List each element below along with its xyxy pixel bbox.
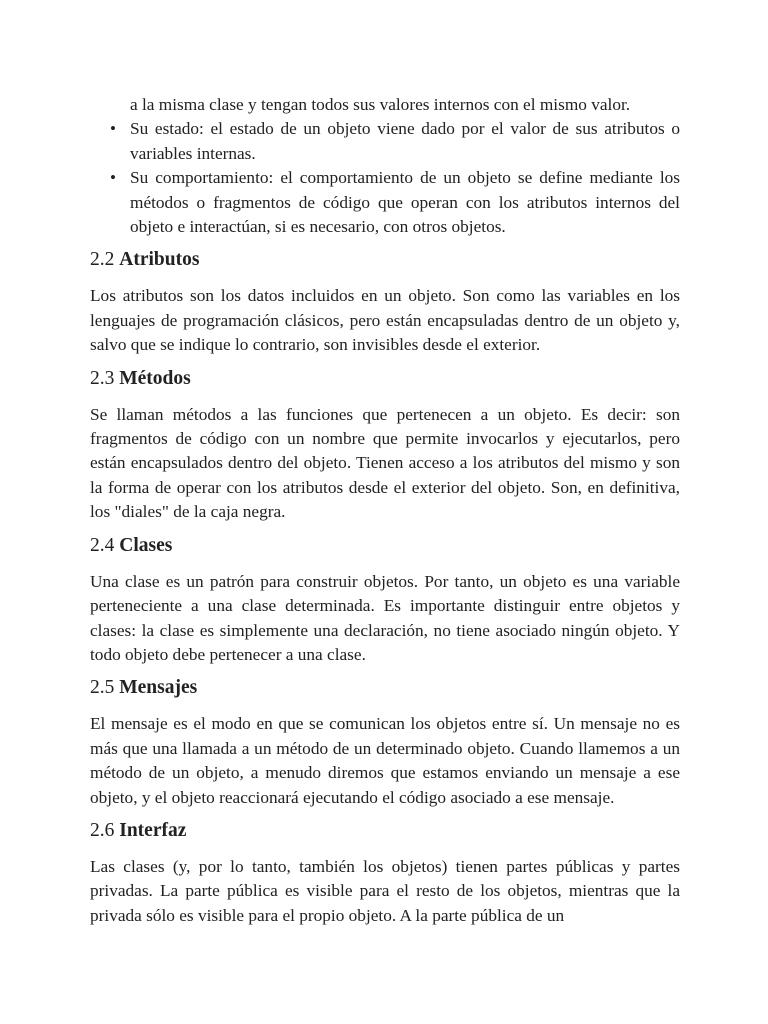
list-item (90, 166, 680, 239)
section-number: 2.2 (90, 249, 115, 271)
section-body: Las clases (y, por lo tanto, también los objetos) tienen partes públicas y partes privadas. La parte pública es visible para el resto de los objetos, mientras que la privada sólo es visible para el propio objeto. A la parte pública de un (90, 856, 680, 925)
section-heading (90, 534, 680, 558)
section-body: Una clase es un patrón para construir objetos. Por tanto, un objeto es una variable perteneciente a una clase determinada. Es importante distinguir entre objetos y clases: la clase es simplemente una declaración, no tiene asociado ningún objeto. Y todo objeto debe pertenecer a una clase. (90, 571, 680, 664)
section-body: El mensaje es el modo en que se comunican los objetos entre sí. Un mensaje no es más que una llamada a un método de un determinado objeto. Cuando llamemos a un método de un objeto, a menudo diremos que estamos enviando un mensaje a ese objeto, y el objeto reaccionará ejecutando el código asociado a ese mensaje. (90, 714, 680, 807)
bullet-icon: • (110, 119, 116, 139)
list-item-text: Su comportamiento: el comportamiento de un objeto se define mediante los métodos o fragmentos de código que operan con los atributos internos del objeto e interactúan, si es necesario, con otros objetos. (130, 168, 680, 237)
section-number: 2.3 (90, 367, 115, 389)
section-title: Mensajes (119, 677, 198, 699)
section-number: 2.5 (90, 677, 115, 699)
section-number: 2.4 (90, 534, 115, 556)
section-heading (90, 367, 680, 391)
section-clases (90, 534, 680, 668)
list-item-text: Su estado: el estado de un objeto viene dado por el valor de sus atributos o variables internas. (130, 119, 680, 163)
section-heading (90, 248, 680, 272)
section-number: 2.6 (90, 819, 115, 841)
section-body: Se llaman métodos a las funciones que pertenecen a un objeto. Es decir: son fragmentos de código con un nombre que permite invocarlos y ejecutarlos, pero están encapsulados dentro del objeto. Tienen acceso a los atributos del mismo y son la forma de operar con los atributos desde el exterior del objeto. Son, en definitiva, los "diales" de la caja negra. (90, 404, 680, 522)
section-body: Los atributos son los datos incluidos en un objeto. Son como las variables en los lenguajes de programación clásicos, pero están encapsuladas dentro de un objeto y, salvo que se indique lo contrario, son invisibles desde el exterior. (90, 286, 680, 355)
section-interfaz (90, 819, 680, 928)
section-title: Interfaz (119, 819, 187, 841)
section-title: Clases (119, 534, 173, 556)
section-title: Métodos (119, 367, 191, 389)
section-title: Atributos (119, 249, 200, 271)
section-heading (90, 676, 680, 700)
section-metodos (90, 367, 680, 525)
section-heading (90, 819, 680, 843)
section-mensajes (90, 676, 680, 810)
continuation-text: a la misma clase y tengan todos sus valores internos con el mismo valor. (130, 95, 631, 114)
bullet-list (90, 117, 680, 239)
section-atributos (90, 248, 680, 357)
bullet-icon: • (110, 168, 116, 188)
list-item (90, 117, 680, 166)
